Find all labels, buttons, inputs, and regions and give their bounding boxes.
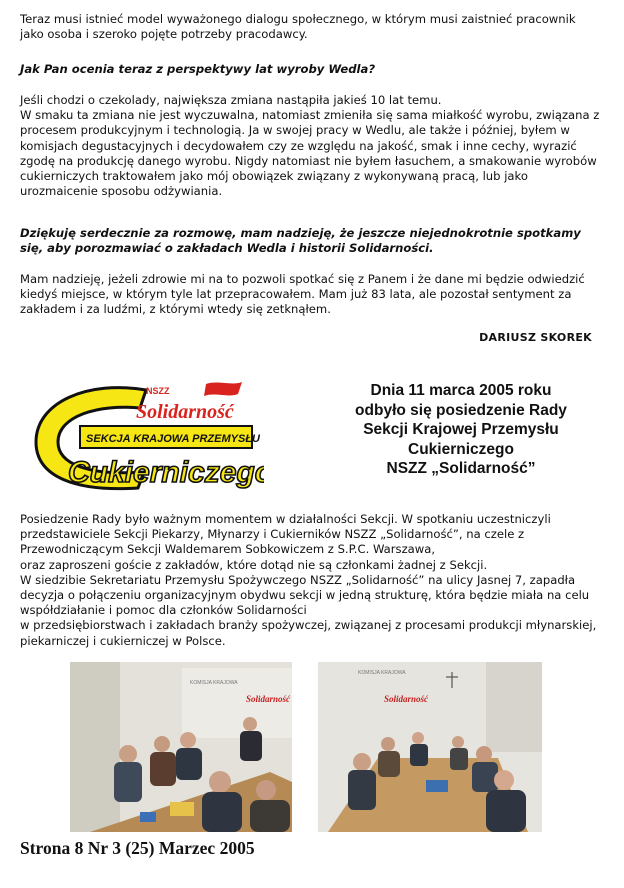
announcement-line: Dnia 11 marca 2005 roku xyxy=(370,382,552,399)
announcement-line: Cukierniczego xyxy=(408,440,514,458)
meeting-photo-left xyxy=(70,662,292,832)
announcement-line: NSZZ „Solidarność” xyxy=(386,460,536,477)
logo-graphic xyxy=(28,380,264,496)
announcement-line: odbyło się posiedzenie Rady xyxy=(355,401,567,419)
photo-wall-label: KOMISJA KRAJOWA xyxy=(358,670,406,676)
logo-name: Cukierniczego xyxy=(68,456,264,489)
photo-wall-logo: Solidarność xyxy=(384,694,429,704)
answer-1-line: W smaku ta zmiana nie jest wyczuwalna, natomiast zmieniła się sama miałkość wyrobu, związana z procesem produkcyjnym i technologią. Ja w swojej pracy w Wedlu, ale także i później, byłem w komisjach degustacyjnych i decydowałem czy ze względu na jakość, smak i inne cechy, wyrazić zgodę na produkcję danego wyrobu. Nigdy natomiast nie byłem łasuchem, a smakowanie wyrobów cukierniczych traktowałem jako mój obowiązek związany z wykonywaną pracą, lub jako urozmaicenie sposobu odżywiania. xyxy=(20,108,600,199)
photo-right-image xyxy=(318,662,542,832)
logo-nszz: NSZZ xyxy=(146,386,170,396)
intro-paragraph: Teraz musi istnieć model wyważonego dialogu społecznego, w którym musi zaistnieć pracownik jako osoba i szeroko pojęte potrzeby pracodawcy. xyxy=(20,12,576,42)
meeting-report xyxy=(20,512,600,649)
logo-solidarnosc: Solidarność xyxy=(136,401,234,423)
report-line: oraz zaproszeni goście z zakładów, które dotąd nie są członkami żadnej z Sekcji. xyxy=(20,557,488,572)
sekcja-logo xyxy=(28,380,264,496)
report-line: W siedzibie Sekretariatu Przemysłu Spożywczego NSZZ „Solidarność” na ulicy Jasnej 7, zapadła decyzja o połączeniu organizacyjnym obydwu sekcji w jedną strukturę, która będzie miała na celu współdziałanie i pomoc dla członków Solidarności xyxy=(20,572,590,618)
report-line: Posiedzenie Rady było ważnym momentem w działalności Sekcji. W spotkaniu uczestniczyli przedstawiciele Sekcji Piekarzy, Młynarzy i Cukierników NSZZ „Solidarność”, na czele z Przewodniczącym Sekcji Waldemarem Sobkowiczem z S.P.C. Warszawa, xyxy=(20,512,551,557)
photo-wall-label: KOMISJA KRAJOWA xyxy=(190,680,238,686)
logo-flag xyxy=(204,382,242,396)
interview-answer-1 xyxy=(20,93,600,199)
report-line: w przedsiębiorstwach i zakładach branży spożywczej, związanej z procesami produkcji młynarskiej, piekarniczej i cukierniczej w Polsce. xyxy=(20,618,597,648)
page-footer: Strona 8 Nr 3 (25) Marzec 2005 xyxy=(20,838,255,858)
announcement-line: Sekcji Krajowej Przemysłu xyxy=(363,421,559,438)
interview-question-1: Jak Pan ocenia teraz z perspektywy lat wyroby Wedla? xyxy=(20,62,376,76)
meeting-announcement xyxy=(318,381,604,479)
author-signature: DARIUSZ SKOREK xyxy=(479,331,592,344)
photo-left-image xyxy=(70,662,292,832)
answer-1-line: Jeśli chodzi o czekolady, największa zmiana nastąpiła jakieś 10 lat temu. xyxy=(20,93,442,107)
logo-band-text: SEKCJA KRAJOWA PRZEMYSŁU xyxy=(86,433,260,445)
meeting-photo-right xyxy=(318,662,542,832)
photo-wall-logo: Solidarność xyxy=(246,694,291,704)
interview-question-2: Dziękuję serdecznie za rozmowę, mam nadzieję, że jeszcze niejednokrotnie spotkamy się, aby porozmawiać o zakładach Wedla i historii Solidarności. xyxy=(20,226,581,256)
interview-answer-2: Mam nadzieję, jeżeli zdrowie mi na to pozwoli spotkać się z Panem i że dane mi będzie odwiedzić kiedyś miejsce, w którym tyle lat przepracowałem. Mam już 83 lata, ale pozostał sentyment za zakładem i za ludźmi, z którymi wtedy się zetknąłem. xyxy=(20,272,585,317)
